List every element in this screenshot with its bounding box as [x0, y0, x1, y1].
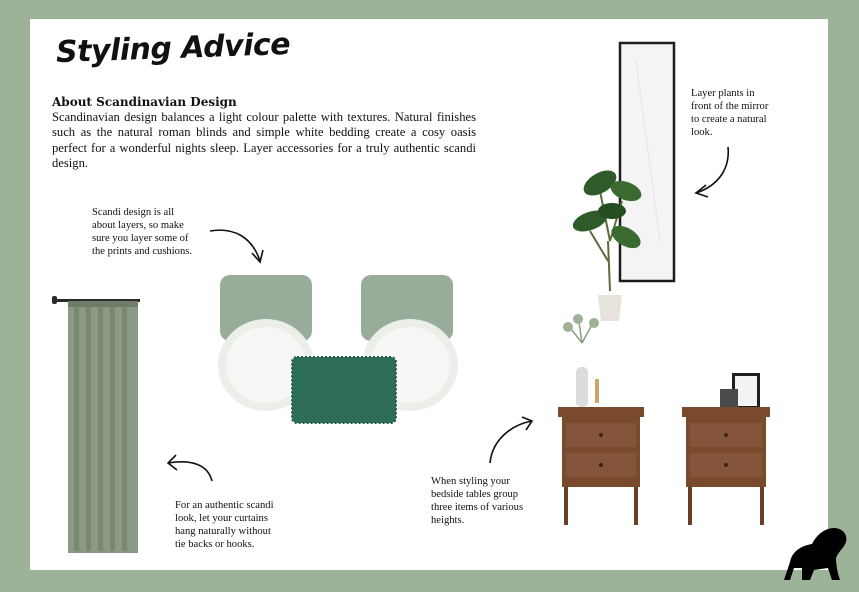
note-layers [92, 206, 192, 258]
note-line: to create a natural [691, 114, 767, 125]
arrow-curved-icon [166, 447, 216, 483]
about-body: Scandinavian design balances a light colour palette with textures. Natural finishes such as the natural roman blinds and simple white bedding create a cosy oasis perfect for a wonderful nights sleep. Layer accessories for a truly authentic scandi design. [52, 110, 476, 171]
note-line: look, let your curtains [175, 513, 268, 524]
note-line: about layers, so make [92, 220, 184, 231]
dog-silhouette-icon [778, 522, 850, 584]
note-line: hang naturally without [175, 526, 271, 537]
note-line: tie backs or hooks. [175, 539, 255, 550]
note-line: look. [691, 127, 713, 138]
page-title: Styling Advice [55, 26, 291, 71]
note-line: Layer plants in [691, 88, 755, 99]
note-line: the prints and cushions. [92, 246, 193, 257]
note-curtains [175, 499, 274, 551]
mirror-plant-image [570, 41, 690, 303]
curtain-image [52, 295, 142, 555]
cushions-image [218, 273, 458, 429]
note-line: sure you layer some of [92, 233, 189, 244]
note-line: Scandi design is all [92, 207, 175, 218]
note-mirror [691, 87, 768, 139]
note-line: three items of various [431, 502, 524, 513]
note-line: For an authentic scandi [175, 500, 274, 511]
note-line: bedside tables group [431, 489, 519, 500]
arrow-curved-icon [488, 417, 536, 465]
note-line: When styling your [431, 476, 510, 487]
moodboard [30, 19, 828, 570]
note-tables [431, 475, 523, 527]
bedside-tables-image [548, 315, 773, 527]
note-line: front of the mirror [691, 101, 769, 112]
note-line: heights. [431, 515, 465, 526]
arrow-curved-icon [692, 145, 732, 197]
arrow-curved-icon [208, 225, 268, 265]
about-heading: About Scandinavian Design [52, 95, 237, 109]
